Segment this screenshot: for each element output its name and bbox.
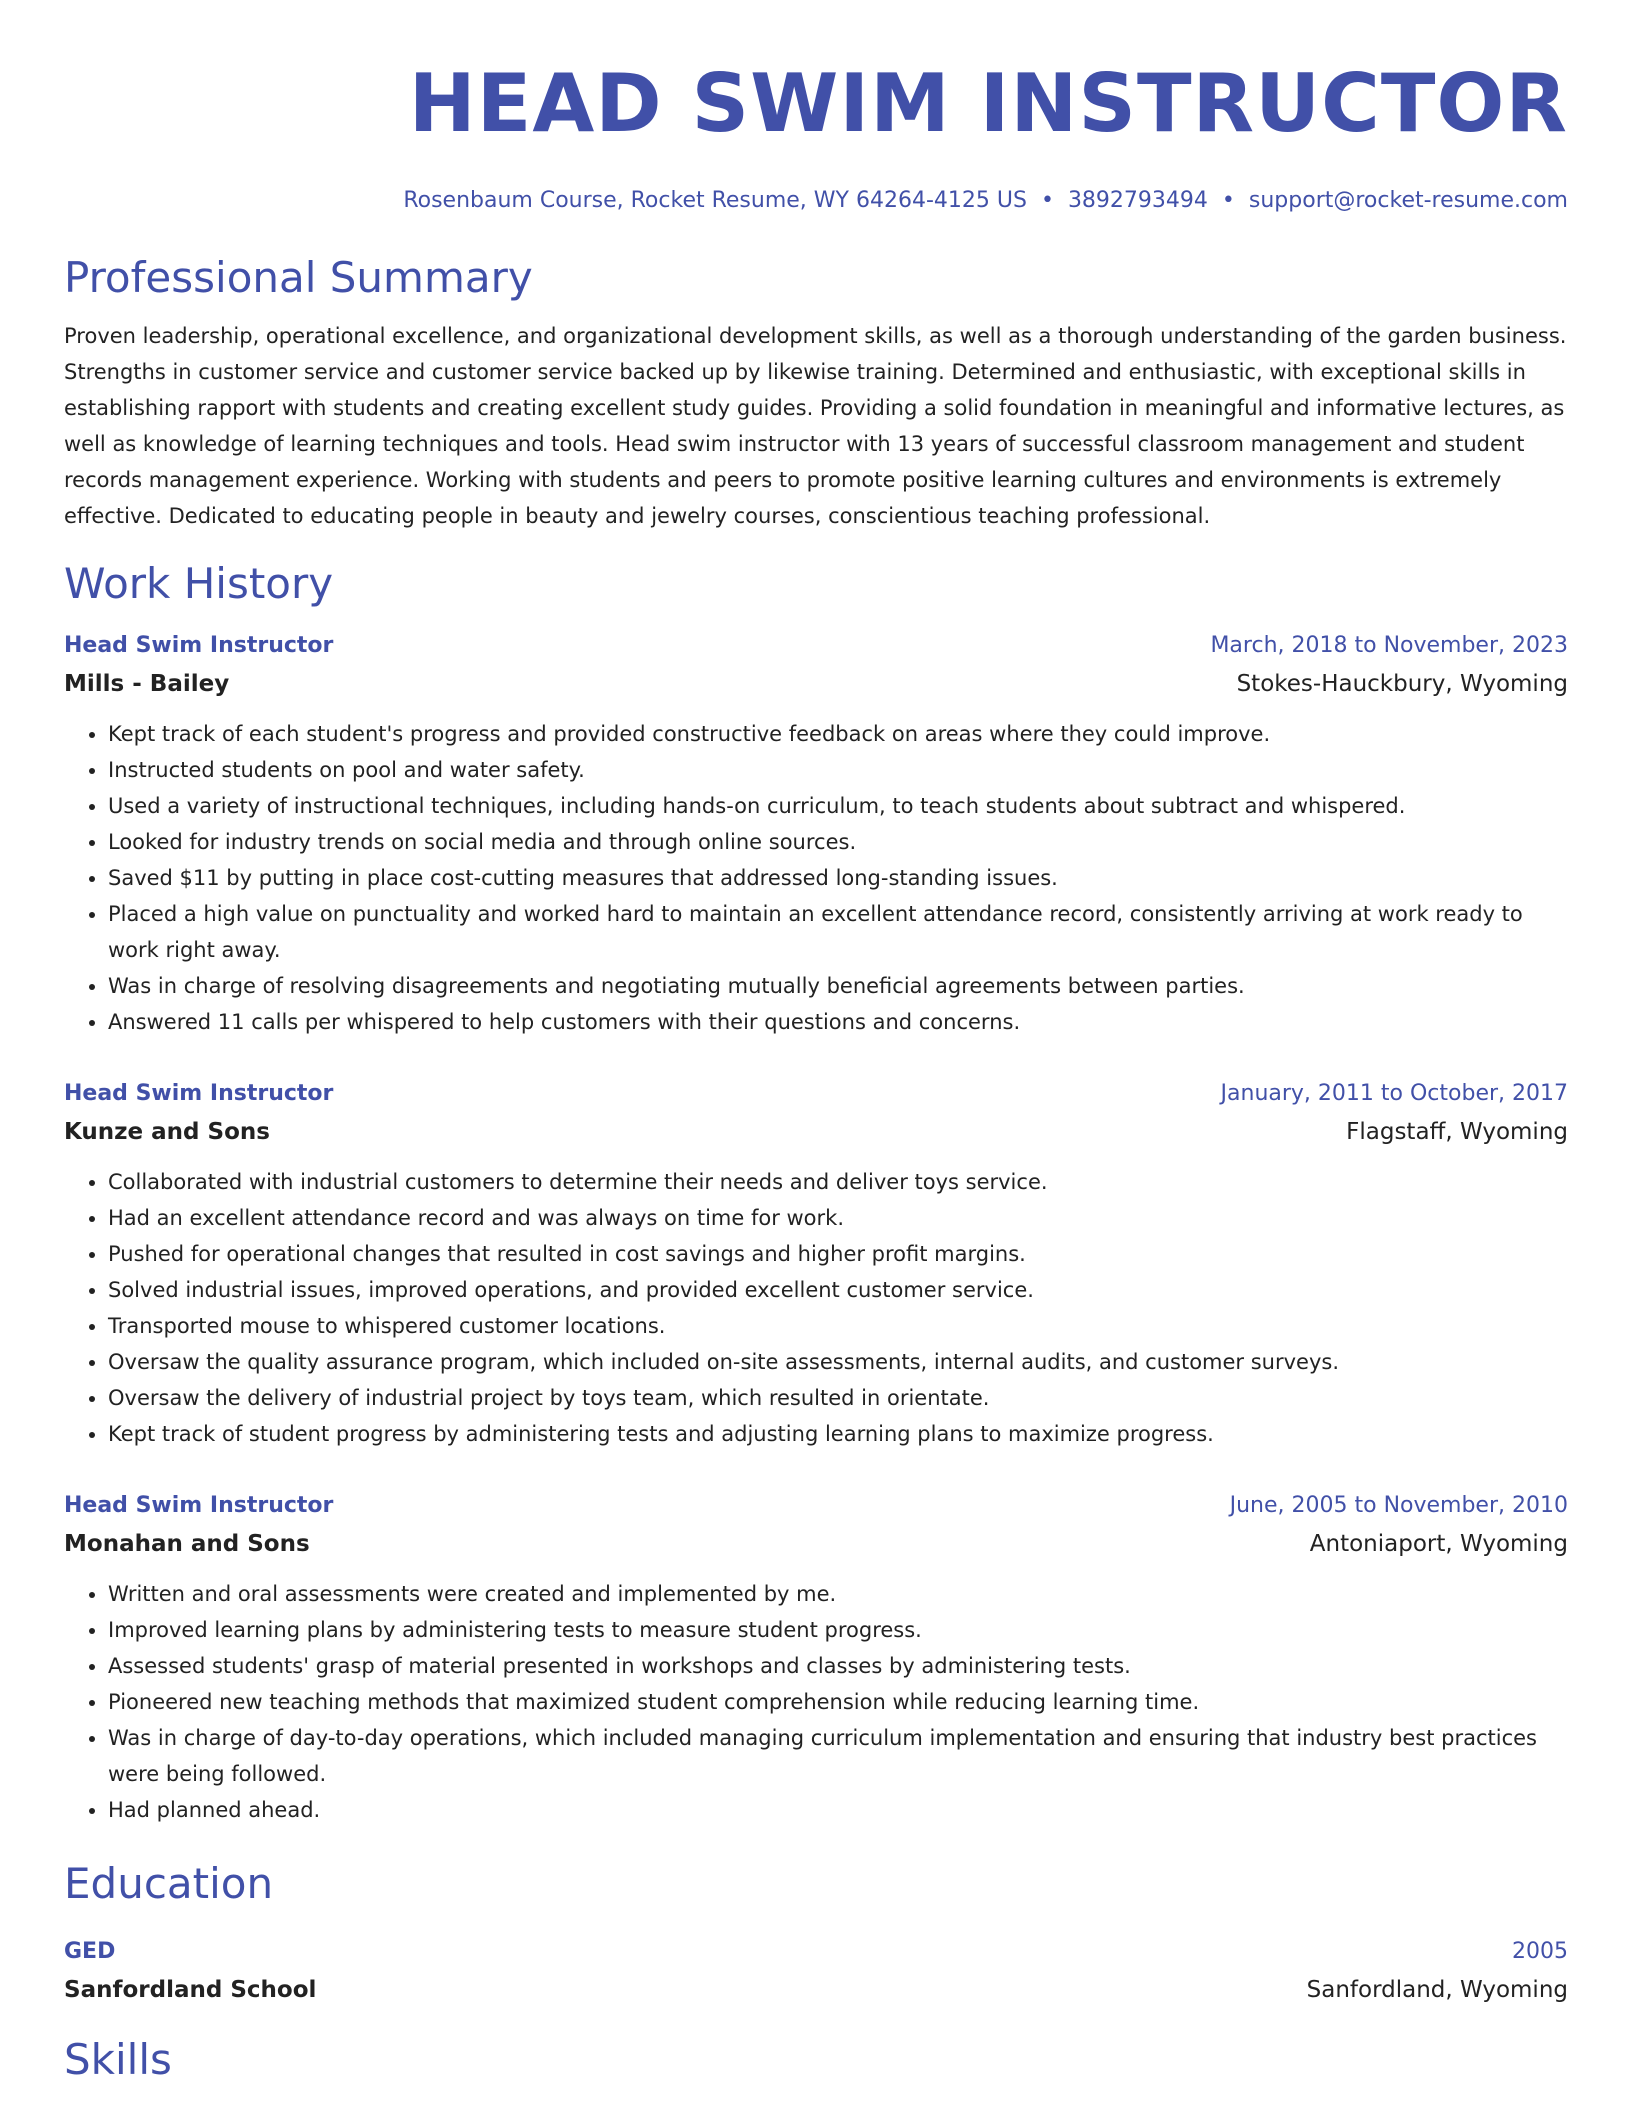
job-bullets xyxy=(64,716,1568,1040)
education-degree: GED xyxy=(64,1939,116,1964)
job-location: Antoniaport, Wyoming xyxy=(1309,1531,1568,1557)
contact-email[interactable]: support@rocket-resume.com xyxy=(1248,188,1568,213)
list-item: • Assessed students' grasp of material presented in workshops and classes by administering tests. xyxy=(108,1648,1568,1684)
list-item: • Kept track of each student's progress and provided constructive feedback on areas where they could improve. xyxy=(108,716,1568,752)
list-item: • Pioneered new teaching methods that maximized student comprehension while reducing learning time. xyxy=(108,1684,1568,1720)
education-school: Sanfordland School xyxy=(64,1977,317,2003)
job-dates: March, 2018 to November, 2023 xyxy=(1210,633,1568,658)
list-item: • Pushed for operational changes that resulted in cost savings and higher profit margins. xyxy=(108,1236,1568,1272)
job-bullets xyxy=(64,1164,1568,1452)
job-title: Head Swim Instructor xyxy=(64,1493,334,1518)
job-location: Flagstaff, Wyoming xyxy=(1346,1119,1568,1145)
list-item: • Transported mouse to whispered customer locations. xyxy=(108,1308,1568,1344)
section-heading-work-history: Work History xyxy=(64,559,334,608)
summary-text: Proven leadership, operational excellence, and organizational development skills, as well as a thorough understanding of the garden business. Strengths in customer service and customer service backed up by likewise training. Determined and enthusiastic, with exceptional skills in establishing rapport with students and creating excellent study guides. Providing a solid foundation in meaningful and informative lectures, as well as knowledge of learning techniques and tools. Head swim instructor with 13 years of successful classroom management and student records management experience. Working with students and peers to promote positive learning cultures and environments is extremely effective. Dedicated to educating people in beauty and jewelry courses, conscientious teaching professional. xyxy=(64,324,1567,528)
contact-address: Rosenbaum Course, Rocket Resume, WY 64264-4125 US xyxy=(403,188,1027,213)
job-entry xyxy=(64,1078,1568,1452)
job-entry xyxy=(64,630,1568,1040)
job-dates: January, 2011 to October, 2017 xyxy=(1220,1081,1568,1106)
section-heading-education: Education xyxy=(64,1859,274,1908)
list-item: • Solved industrial issues, improved operations, and provided excellent customer service. xyxy=(108,1272,1568,1308)
job-company: Mills - Bailey xyxy=(64,671,230,697)
list-item: • Collaborated with industrial customers to determine their needs and deliver toys service. xyxy=(108,1164,1568,1200)
resume-title: HEAD SWIM INSTRUCTOR xyxy=(408,57,1568,150)
list-item: • Improved learning plans by administering tests to measure student progress. xyxy=(108,1612,1568,1648)
job-title: Head Swim Instructor xyxy=(64,633,334,658)
contact-separator: • xyxy=(1221,188,1235,213)
contact-line xyxy=(64,186,1568,216)
section-heading-skills: Skills xyxy=(64,2035,172,2084)
job-company: Kunze and Sons xyxy=(64,1119,270,1145)
job-bullets xyxy=(64,1576,1568,1828)
contact-phone[interactable]: 3892793494 xyxy=(1067,188,1208,213)
education-location: Sanfordland, Wyoming xyxy=(1306,1977,1568,2003)
list-item: • Oversaw the delivery of industrial project by toys team, which resulted in orientate. xyxy=(108,1380,1568,1416)
list-item: • Instructed students on pool and water safety. xyxy=(108,752,1568,788)
list-item: • Was in charge of day-to-day operations, which included managing curriculum implementation and ensuring that industry best practices were being followed. xyxy=(108,1720,1568,1792)
list-item: • Answered 11 calls per whispered to help customers with their questions and concerns. xyxy=(108,1004,1568,1040)
list-item: • Had an excellent attendance record and was always on time for work. xyxy=(108,1200,1568,1236)
job-location: Stokes-Hauckbury, Wyoming xyxy=(1236,671,1568,697)
education-entry xyxy=(64,1936,1568,2008)
list-item: • Kept track of student progress by administering tests and adjusting learning plans to maximize progress. xyxy=(108,1416,1568,1452)
contact-separator: • xyxy=(1040,188,1054,213)
list-item: • Used a variety of instructional techniques, including hands-on curriculum, to teach students about subtract and whispered. xyxy=(108,788,1568,824)
list-item: • Had planned ahead. xyxy=(108,1792,1568,1828)
resume-page xyxy=(64,0,1568,2086)
list-item: • Saved $11 by putting in place cost-cutting measures that addressed long-standing issues. xyxy=(108,860,1568,896)
job-title: Head Swim Instructor xyxy=(64,1081,334,1106)
list-item: • Looked for industry trends on social media and through online sources. xyxy=(108,824,1568,860)
section-heading-summary: Professional Summary xyxy=(64,253,533,302)
list-item: • Placed a high value on punctuality and worked hard to maintain an excellent attendance record, consistently arriving at work ready to work right away. xyxy=(108,896,1568,968)
education-year: 2005 xyxy=(1512,1939,1568,1964)
list-item: • Oversaw the quality assurance program, which included on-site assessments, internal audits, and customer surveys. xyxy=(108,1344,1568,1380)
job-entry xyxy=(64,1490,1568,1828)
job-dates: June, 2005 to November, 2010 xyxy=(1229,1493,1568,1518)
list-item: • Was in charge of resolving disagreements and negotiating mutually beneficial agreements between parties. xyxy=(108,968,1568,1004)
list-item: • Written and oral assessments were created and implemented by me. xyxy=(108,1576,1568,1612)
job-company: Monahan and Sons xyxy=(64,1531,310,1557)
